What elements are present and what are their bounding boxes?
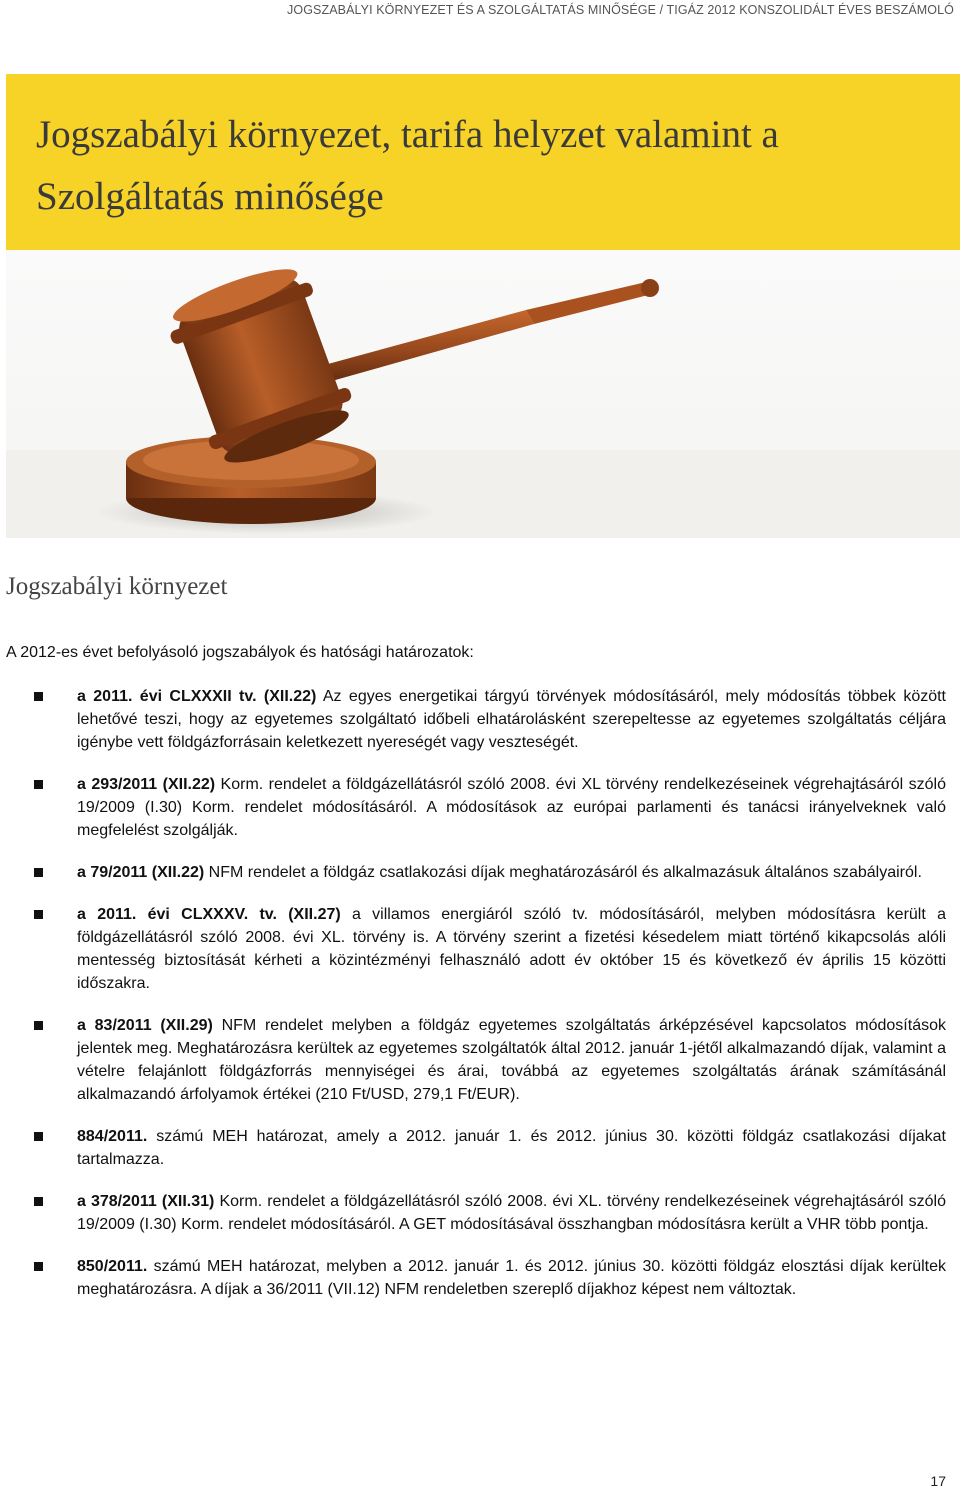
square-bullet-icon [34, 910, 43, 919]
list-item [34, 1190, 946, 1236]
item-text: számú MEH határozat, melyben a 2012. január 1. és 2012. június 30. közötti földgáz elosztási díjak kerültek meghatározásra. A díjak a 36/2011 (VII.12) NFM rendeletben szereplő díjakhoz képest nem változtak. [77, 1258, 946, 1298]
item-ref: a 83/2011 (XII.29) [77, 1017, 213, 1034]
page-title [36, 104, 940, 228]
item-text: a villamos energiáról szóló tv. módosításáról, melyben módosításra került a földgázellátásról szóló 2008. évi XL. törvény is. A törvény szerint a fizetési késedelem miatt történő kikapcsolás alóli mentesség biztosítását kérheti a közintézményi felhasználó adott év október 15 és következő év április 15 közötti időszakra. [77, 906, 947, 992]
page-title-line-1: Jogszabályi környezet, tarifa helyzet valamint a [36, 113, 779, 156]
item-text: számú MEH határozat, amely a 2012. január 1. és 2012. június 30. közötti földgáz csatlakozási díjakat tartalmazza. [77, 1128, 946, 1168]
square-bullet-icon [34, 692, 43, 701]
item-ref: 884/2011. [77, 1128, 148, 1145]
running-header: JOGSZABÁLYI KÖRNYEZET ÉS A SZOLGÁLTATÁS MINŐSÉGE / TIGÁZ 2012 KONSZOLIDÁLT ÉVES BESZÁMOLÓ [287, 3, 954, 17]
list-item [34, 1014, 946, 1106]
item-text: Korm. rendelet a földgázellátásról szóló 2008. évi XL törvény rendelkezéseinek végrehajtásáról szóló 19/2009 (I.30) Korm. rendelet módosításáról. A módosítások az európai parlamenti és tanácsi irányelveknek való megfelelést szolgálják. [77, 776, 947, 839]
item-ref: a 79/2011 (XII.22) [77, 864, 205, 881]
list-item [34, 903, 946, 995]
item-ref: a 293/2011 (XII.22) [77, 776, 216, 793]
square-bullet-icon [34, 868, 43, 877]
page-title-line-2: Szolgáltatás minősége [36, 175, 384, 218]
page-number: 17 [930, 1473, 946, 1489]
square-bullet-icon [34, 1197, 43, 1206]
item-text: NFM rendelet a földgáz csatlakozási díjak meghatározásáról és alkalmazásuk általános szabályairól. [204, 864, 922, 881]
list-item [34, 685, 946, 754]
title-banner [6, 74, 960, 250]
item-ref: a 2011. évi CLXXXV. tv. (XII.27) [77, 906, 341, 923]
square-bullet-icon [34, 1132, 43, 1141]
list-item [34, 861, 946, 884]
item-ref: a 378/2011 (XII.31) [77, 1193, 215, 1210]
item-text: Korm. rendelet a földgázellátásról szóló 2008. évi XL. törvény rendelkezéseinek végrehajtásáról szóló 19/2009 (I.30) Korm. rendelet módosításáról. A GET módosításával összhangban módosításra került a VHR több pontja. [77, 1193, 946, 1233]
item-text: NFM rendelet melyben a földgáz egyetemes szolgáltatás árképzésével kapcsolatos módosítások jelentek meg. Meghatározásra kerültek az egyetemes szolgáltatók által 2012. január 1-jétől alkalmazandó díjak, valamint a vételre felajánlott földgázforrás mennyiségei és árai, továbbá az egyetemes szolgáltatás árának számításánál alkalmazandó árfolyamok értékei (210 Ft/USD, 279,1 Ft/EUR). [77, 1017, 946, 1103]
item-text: Az egyes energetikai tárgyú törvények módosításáról, mely módosítás többek között lehetővé teszi, hogy az egyetemes szolgáltató időbeli elhatárolásként szerepeltesse az egyetemes szolgáltatás céljára igénybe vett földgázforrásain keletkezett nyereségét vagy veszteségét. [77, 688, 947, 751]
gavel-photo [6, 250, 960, 538]
section-heading: Jogszabályi környezet [6, 573, 228, 600]
square-bullet-icon [34, 780, 43, 789]
list-item [34, 1255, 946, 1301]
regulation-list [34, 685, 946, 1320]
square-bullet-icon [34, 1262, 43, 1271]
list-item [34, 773, 946, 842]
gavel-illustration [6, 250, 960, 538]
item-ref: 850/2011. [77, 1258, 148, 1275]
item-ref: a 2011. évi CLXXXII tv. (XII.22) [77, 688, 317, 705]
list-item [34, 1125, 946, 1171]
intro-text: A 2012-es évet befolyásoló jogszabályok és hatósági határozatok: [6, 644, 474, 661]
square-bullet-icon [34, 1021, 43, 1030]
